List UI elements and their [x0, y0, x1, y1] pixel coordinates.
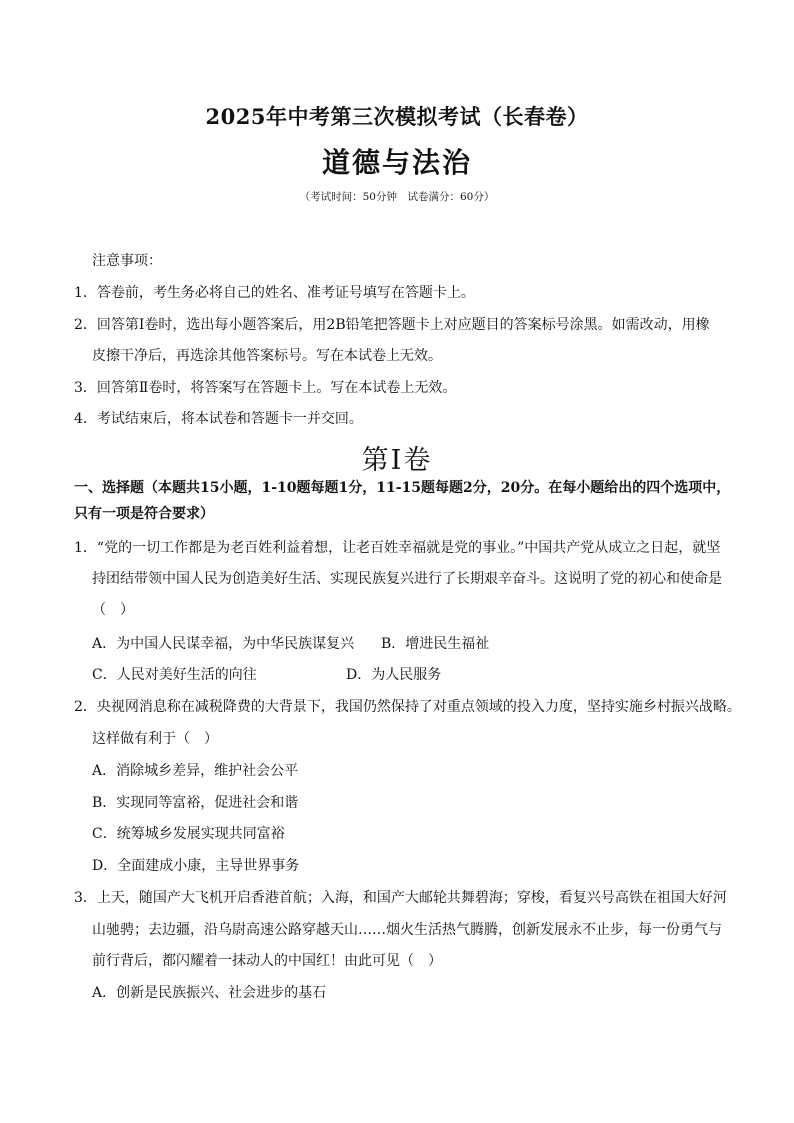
note-item: 1．答卷前，考生务必将自己的姓名、准考证号填写在答题卡上。	[74, 285, 475, 301]
question-stem: 3．上天，随国产大飞机开启香港首航；入海，和国产大邮轮共舞碧海；穿梭，看复兴号高铁在祖国大好河	[74, 890, 727, 906]
question-stem: 持团结带领中国人民为创造美好生活、实现民族复兴进行了长期艰辛奋斗。这说明了党的初心和使命是	[92, 571, 722, 587]
option-c: C．统筹城乡发展实现共同富裕	[92, 826, 285, 842]
question-stem: 1．“党的一切工作都是为老百姓利益着想，让老百姓幸福就是党的事业。”中国共产党从成立之日起，就坚	[74, 540, 721, 556]
note-item: 4．考试结束后，将本试卷和答题卡一并交回。	[74, 411, 363, 427]
option-b: B．增进民生福祉	[381, 636, 490, 652]
notes-heading: 注意事项：	[92, 253, 162, 269]
section-heading-continued: 只有一项是符合要求）	[74, 506, 214, 522]
option-d: D．全面建成小康，主导世界事务	[92, 858, 300, 874]
question-stem: 2．央视网消息称在减税降费的大背景下，我国仍然保持了对重点领域的投入力度，坚持实施乡村振兴战略。	[74, 699, 741, 715]
answer-blank: （ ）	[92, 602, 134, 618]
exam-title: 2025年中考第三次模拟考试（长春卷）	[205, 104, 589, 129]
option-a: A．创新是民族振兴、社会进步的基石	[92, 985, 327, 1001]
question-stem: 山驰骋；去边疆，沿乌尉高速公路穿越天山……烟火生活热气腾腾，创新发展永不止步，每一份勇气与	[92, 922, 722, 938]
section-heading: 一、选择题（本题共15小题，1-10题每题1分，11-15题每题2分，20分。在每小题给出的四个选项中，	[74, 480, 731, 496]
note-item: 3．回答第Ⅱ卷时，将答案写在答题卡上。写在本试卷上无效。	[74, 380, 457, 396]
exam-time-score-info: （考试时间：50分钟 试卷满分：60分）	[299, 191, 495, 203]
option-a: A．消除城乡差异，维护社会公平	[92, 763, 299, 779]
subject-title: 道德与法治	[321, 146, 472, 179]
option-d: D．为人民服务	[346, 667, 442, 683]
note-item-continued: 皮擦干净后，再选涂其他答案标号。写在本试卷上无效。	[92, 348, 442, 364]
note-item: 2．回答第Ⅰ卷时，选出每小题答案后，用2B铅笔把答题卡上对应题目的答案标号涂黑。如需改动，用橡	[74, 317, 710, 333]
volume-title: 第Ⅰ卷	[361, 445, 433, 476]
option-b: B．实现同等富裕，促进社会和谐	[92, 795, 299, 811]
question-stem: 这样做有利于（ ）	[92, 731, 218, 747]
option-a: A．为中国人民谋幸福，为中华民族谋复兴	[92, 636, 355, 652]
question-stem: 前行背后，都闪耀着一抹动人的中国红！由此可见（ ）	[92, 953, 442, 969]
option-c: C．人民对美好生活的向往	[92, 667, 257, 683]
